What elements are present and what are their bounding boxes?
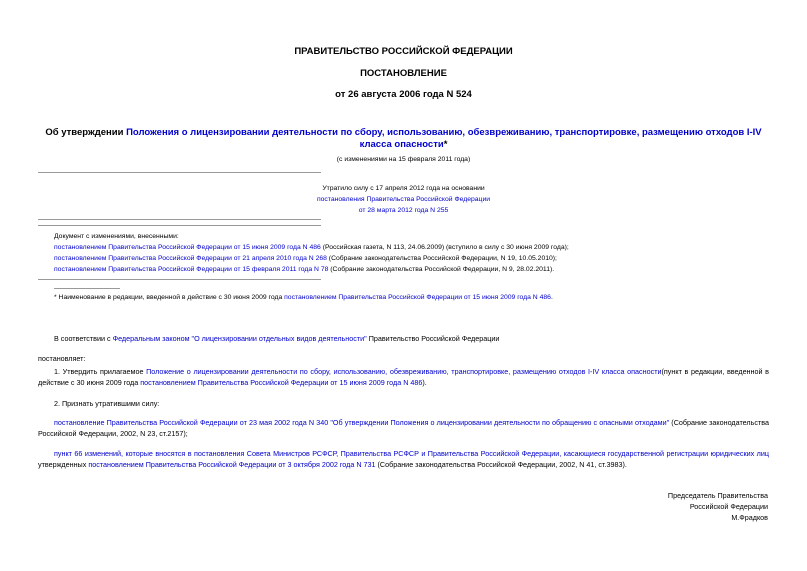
- signature-org: Российской Федерации: [689, 502, 768, 511]
- signature-block: [668, 490, 768, 523]
- preamble-text: В соответствии с: [54, 334, 113, 343]
- change-text: (Собрание законодательства Российской Федерации, N 19, 10.05.2010);: [326, 255, 557, 262]
- government-heading: ПРАВИТЕЛЬСТВО РОССИЙСКОЙ ФЕДЕРАЦИИ: [294, 46, 513, 57]
- repeal-1-text: (Собрание законодательства Российской Федерации, 2002, N 23, ст.2157);: [38, 418, 769, 438]
- item-1-amendment-link[interactable]: постановлением Правительства Российской Федерации от 15 июня 2009 года N 486: [140, 378, 423, 387]
- footnote-link[interactable]: постановлением Правительства Российской Федерации от 15 июня 2009 года N 486: [284, 294, 551, 301]
- change-item: [54, 264, 554, 276]
- expired-link-2[interactable]: от 28 марта 2012 года N 255: [358, 207, 449, 214]
- footnote-text: * Наименование в редакции, введенной в действие с 30 июня 2009 года: [54, 294, 285, 301]
- change-text: (Собрание законодательства Российской Федерации, N 9, 28.02.2011).: [328, 266, 555, 273]
- repeal-2-text: утвержденных: [38, 460, 89, 469]
- change-text: (Российская газета, N 113, 24.06.2009) (вступило в силу с 30 июня 2009 года);: [320, 244, 569, 251]
- repeal-2-link[interactable]: пункт 66 изменений, которые вносятся в постановления Совета Министров РСФСР, Правительства РСФСР и Правительства Российской Федерации, касающиеся государственной регистрации юридических лиц: [54, 449, 769, 458]
- repeal-2-text: (Собрание законодательства Российской Федерации, 2002, N 41, ст.3983).: [375, 460, 627, 469]
- change-link[interactable]: постановлением Правительства Российской Федерации от 21 апреля 2010 года N 268: [54, 255, 327, 262]
- divider: [38, 172, 321, 173]
- title-link[interactable]: Положения о лицензировании деятельности по сбору, использованию, обезвреживанию, транспортировке, размещению отходов I-IV класса опасности: [126, 127, 762, 150]
- item-2: 2. Признать утратившими силу:: [54, 399, 160, 408]
- item-1-text: 1. Утвердить прилагаемое: [54, 367, 147, 376]
- amended-note: (с изменениями на 15 февраля 2011 года): [336, 156, 471, 163]
- footnote-end: .: [550, 294, 553, 301]
- signature-title: Председатель Правительства: [667, 491, 768, 500]
- footnote-divider: [54, 288, 120, 289]
- repeal-2-link-2[interactable]: постановлением Правительства Российской Федерации от 3 октября 2002 года N 731: [88, 460, 376, 469]
- repeal-2: [38, 448, 769, 470]
- regulation-link[interactable]: Положение о лицензировании деятельности по сбору, использованию, обезвреживанию, транспортировке, размещению отходов I-IV класса опасности: [146, 367, 662, 376]
- document-title: [40, 127, 767, 151]
- repeal-1: [38, 417, 769, 439]
- resolves-text: постановляет:: [38, 354, 86, 363]
- change-link[interactable]: постановлением Правительства Российской Федерации от 15 февраля 2011 года N 78: [54, 266, 329, 273]
- document-type: ПОСТАНОВЛЕНИЕ: [360, 68, 447, 79]
- expired-line: Утратило силу с 17 апреля 2012 года на основании: [322, 185, 485, 192]
- changes-intro: Документ с изменениями, внесенными:: [54, 233, 179, 240]
- repeal-1-link[interactable]: постановление Правительства Российской Федерации от 23 мая 2002 года N 340 "Об утверждении Положения о лицензировании деятельности по обращению с опасными отходами": [54, 418, 670, 427]
- preamble: [54, 333, 499, 344]
- item-1: [38, 366, 769, 388]
- document-date-number: от 26 августа 2006 года N 524: [335, 89, 472, 100]
- item-1-text: ).: [422, 378, 427, 387]
- expired-link-1[interactable]: постановления Правительства Российской Федерации: [316, 196, 491, 203]
- title-footnote-mark: *: [443, 139, 448, 150]
- change-link[interactable]: постановлением Правительства Российской Федерации от 15 июня 2009 года N 486: [54, 244, 321, 251]
- preamble-text: Правительство Российской Федерации: [366, 334, 500, 343]
- federal-law-link[interactable]: Федеральным законом "О лицензировании отдельных видов деятельности": [112, 334, 367, 343]
- divider: [38, 279, 321, 280]
- footnote: [54, 292, 553, 304]
- item-1-text: (пункт в редакции, введенной в действие с 30 июня 2009 года: [38, 367, 769, 387]
- signature-name: М.Фрадков: [731, 513, 768, 522]
- divider: [38, 225, 321, 226]
- divider: [38, 219, 321, 220]
- title-prefix: Об утверждении: [45, 127, 127, 138]
